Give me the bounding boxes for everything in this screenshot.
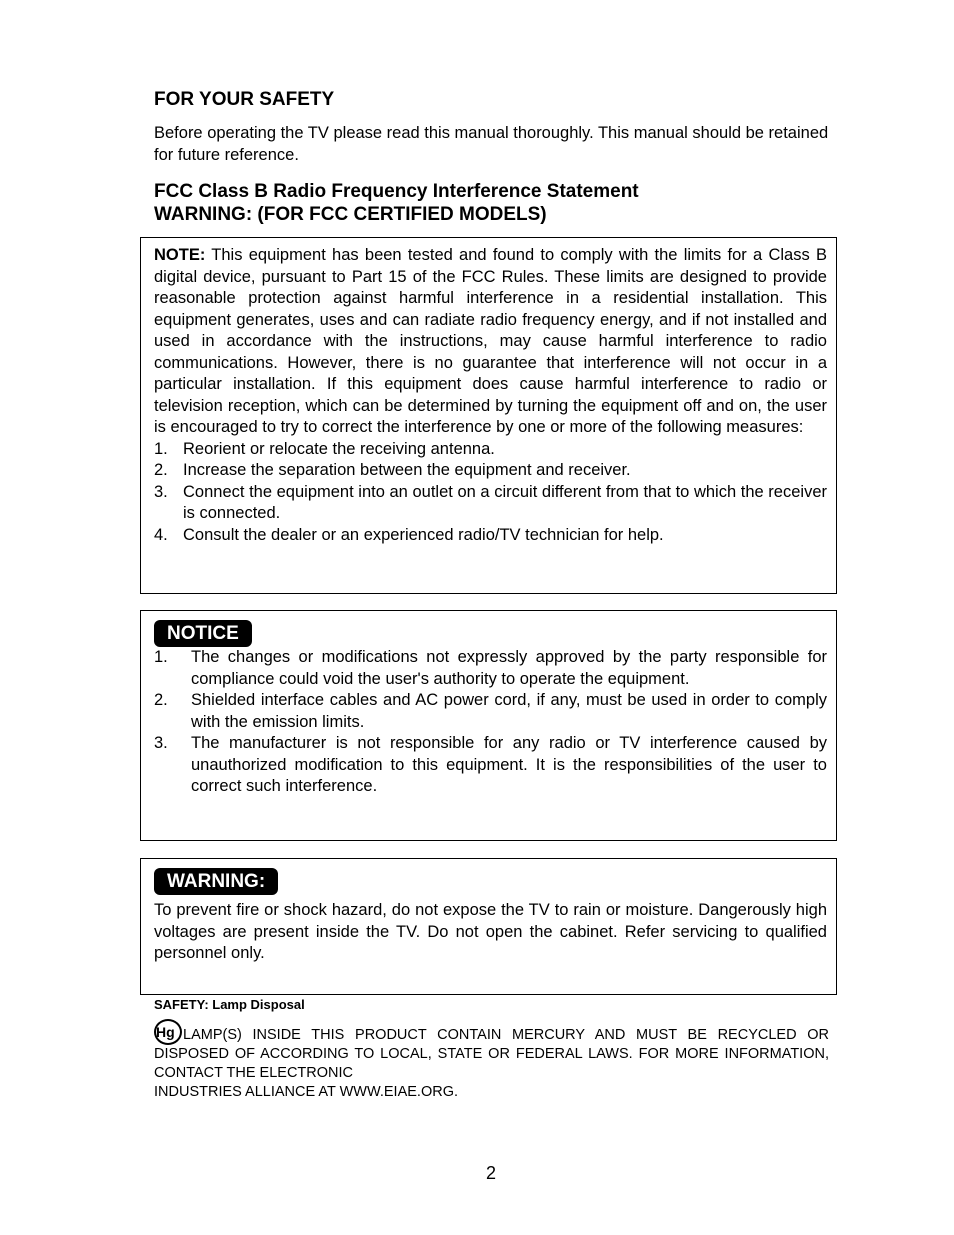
page-number: 2	[485, 1163, 496, 1183]
list-item	[154, 482, 827, 525]
list-item	[154, 525, 827, 547]
list-item-number: 3.	[154, 734, 168, 752]
list-item	[154, 460, 827, 482]
list-item-number: 2.	[154, 691, 168, 709]
fcc-heading-line2: WARNING: (FOR FCC CERTIFIED MODELS)	[154, 204, 547, 225]
lamp-disposal-section	[154, 997, 829, 1102]
note-paragraph	[154, 245, 827, 439]
safety-intro: Before operating the TV please read this manual thoroughly. This manual should be retained for future reference.	[154, 124, 829, 164]
list-item-text: The manufacturer is not responsible for any radio or TV interference caused by unauthorized modification to this equipment. It is the responsibilities of the user to correct such interference.	[191, 734, 827, 795]
notice-box	[140, 610, 837, 841]
note-measures-list	[154, 439, 827, 547]
list-item-text: Increase the separation between the equipment and receiver.	[183, 461, 631, 479]
safety-title: FOR YOUR SAFETY	[154, 89, 335, 110]
list-item-number: 3.	[154, 482, 168, 501]
mercury-hg-icon: Hg	[154, 1019, 182, 1045]
fcc-heading-line1: FCC Class B Radio Frequency Interference Statement	[154, 181, 639, 202]
list-item-text: Consult the dealer or an experienced radio/TV technician for help.	[183, 525, 664, 544]
lamp-disposal-text-line2: INDUSTRIES ALLIANCE AT WWW.EIAE.ORG.	[154, 1084, 459, 1100]
warning-box	[140, 858, 837, 995]
list-item	[154, 647, 827, 690]
list-item-text: Shielded interface cables and AC power cord, if any, must be used in order to comply with the emission limits.	[191, 691, 827, 731]
note-label: NOTE:	[154, 246, 206, 264]
lamp-disposal-heading: SAFETY: Lamp Disposal	[154, 997, 305, 1012]
warning-text: To prevent fire or shock hazard, do not expose the TV to rain or moisture. Dangerously high voltages are present inside the TV. Do not open the cabinet. Refer servicing to qualified personnel only.	[154, 901, 827, 962]
safety-section	[154, 88, 829, 226]
note-text: This equipment has been tested and found to comply with the limits for a Class B digital device, pursuant to Part 15 of the FCC Rules. These limits are designed to provide reasonable protection against harmful interference in a residential installation. This equipment generates, uses and can radiate radio frequency energy, and if not installed and used in accordance with the instructions, may cause harmful interference to radio communications. However, there is no guarantee that interference will not occur in a particular installation. If this equipment does cause harmful interference to radio or television reception, which can be determined by turning the equipment off and on, the user is encouraged to try to correct the interference by one or more of the following measures:	[154, 246, 827, 436]
note-box	[140, 237, 837, 594]
lamp-disposal-text-line1: LAMP(S) INSIDE THIS PRODUCT CONTAIN MERCURY AND MUST BE RECYCLED OR DISPOSED OF ACCORDING TO LOCAL, STATE OR FEDERAL LAWS. FOR MORE INFORMATION, CONTACT THE ELECTRONIC	[154, 1027, 829, 1081]
list-item-number: 1.	[154, 439, 168, 458]
notice-badge: NOTICE	[154, 620, 252, 647]
notice-list	[154, 647, 827, 798]
list-item-text: The changes or modifications not expressly approved by the party responsible for compliance could void the user's authority to operate the equipment.	[191, 648, 827, 688]
list-item-number: 2.	[154, 461, 168, 479]
fcc-heading	[154, 180, 829, 226]
lamp-disposal-body	[154, 1019, 829, 1102]
warning-badge: WARNING:	[154, 868, 278, 895]
list-item-text: Reorient or relocate the receiving antenna.	[183, 439, 495, 458]
list-item-number: 1.	[154, 648, 168, 666]
list-item	[154, 439, 827, 461]
list-item	[154, 690, 827, 733]
list-item	[154, 733, 827, 798]
list-item-number: 4.	[154, 525, 168, 544]
list-item-text: Connect the equipment into an outlet on a circuit different from that to which the receiver is connected.	[183, 482, 827, 522]
